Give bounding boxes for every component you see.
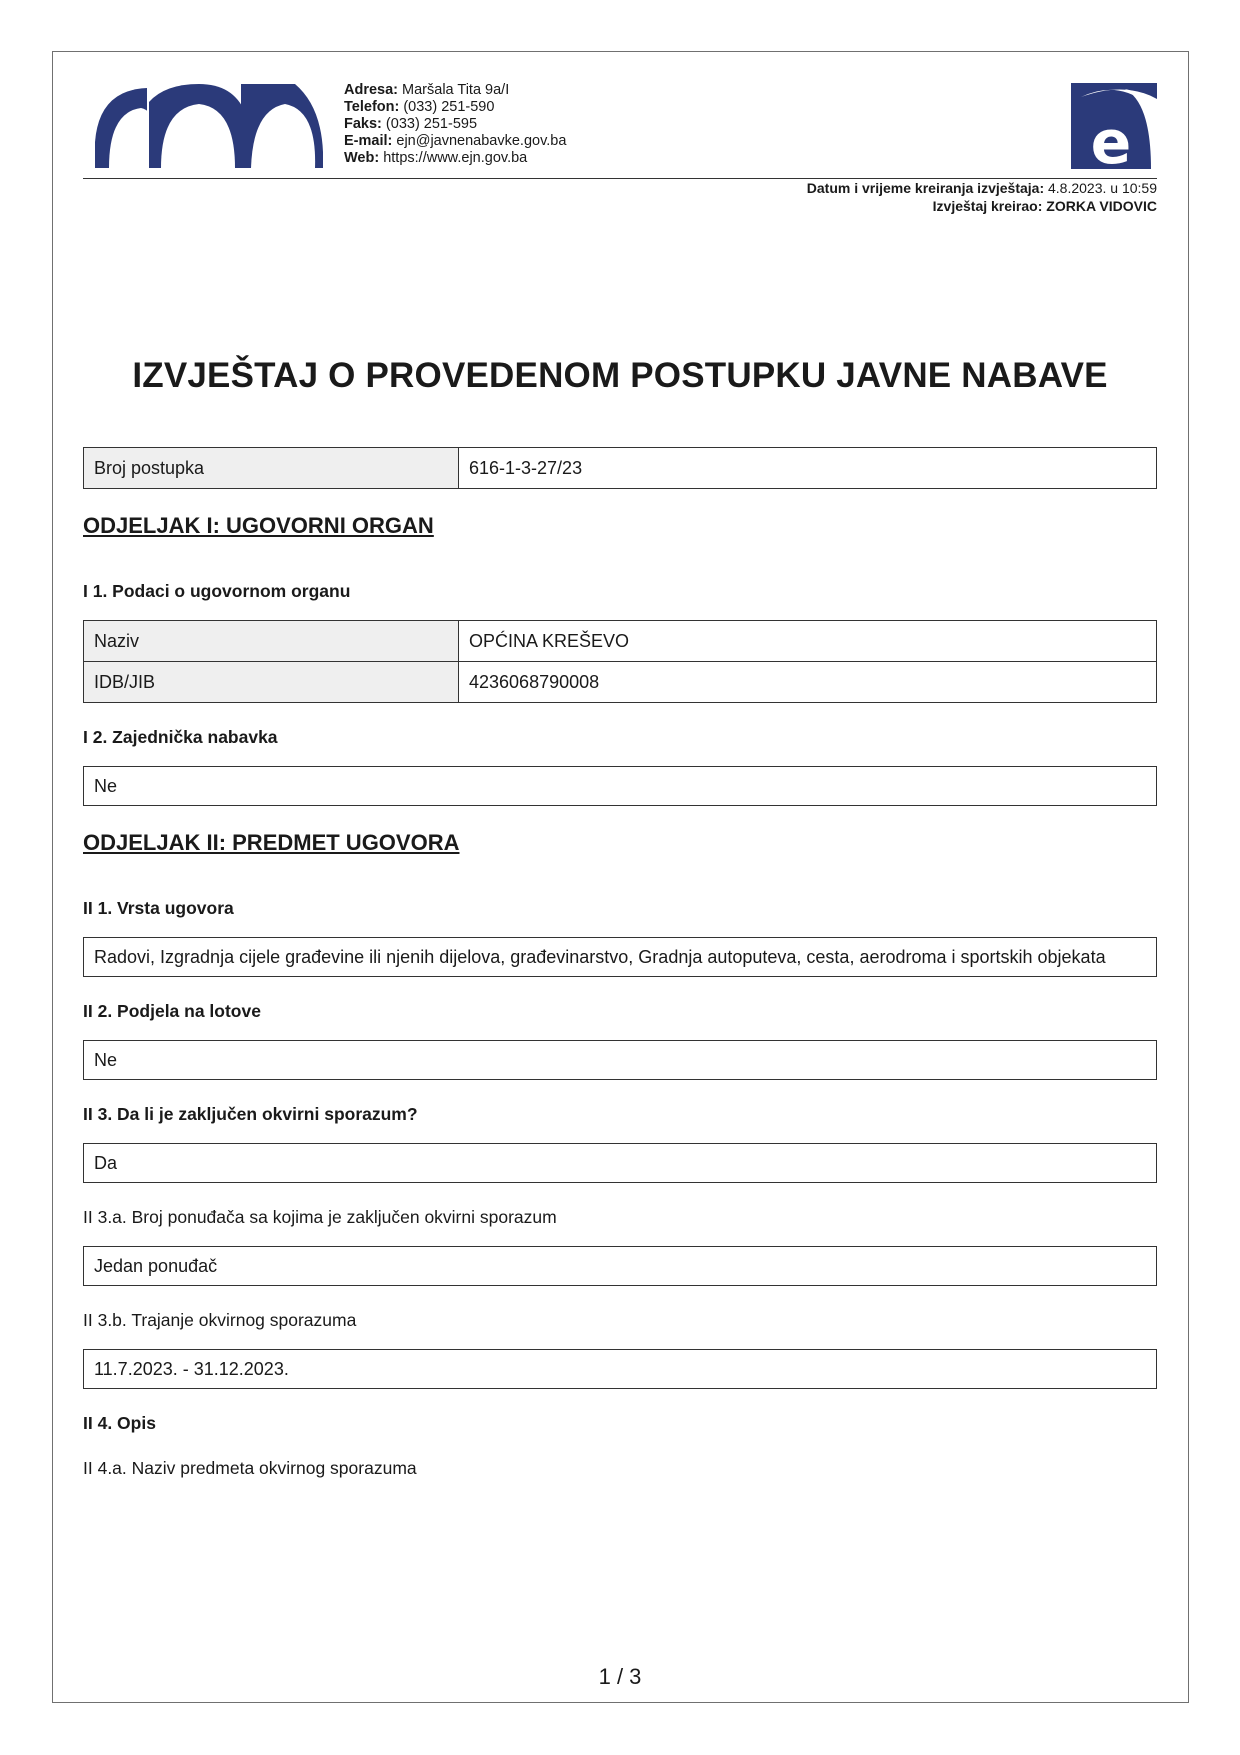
table-row: [84, 448, 1157, 489]
ii3a-label: II 3.a. Broj ponuđača sa kojima je zaključen okvirni sporazum: [83, 1207, 557, 1227]
created-by: Izvještaj kreirao: ZORKA VIDOVIC: [932, 198, 1157, 214]
contact-phone: Telefon: (033) 251-590: [344, 99, 495, 115]
ii3b-label: II 3.b. Trajanje okvirnog sporazuma: [83, 1310, 357, 1330]
contact-block: [344, 82, 566, 167]
section-2-heading: ODJELJAK II: PREDMET UGOVORA: [83, 830, 460, 855]
contact-web: Web: https://www.ejn.gov.ba: [344, 150, 528, 166]
framework-agreement-value: Da: [83, 1143, 1157, 1183]
contract-type-value: Radovi, Izgradnja cijele građevine ili njenih dijelova, građevinarstvo, Gradnja autoputeva, cesta, aerodroma i sportskih objekata: [83, 937, 1157, 977]
ejn-logo-left: [95, 82, 323, 168]
ejn-logo-right: [1071, 83, 1157, 169]
procedure-label: Broj postupka: [84, 448, 459, 489]
contact-fax: Faks: (033) 251-595: [344, 116, 478, 132]
bidders-count-value: Jedan ponuđač: [83, 1246, 1157, 1286]
table-row: [84, 662, 1157, 703]
report-content: [83, 447, 1157, 1479]
i1-heading: I 1. Podaci o ugovornom organu: [83, 581, 351, 601]
table-row: [84, 621, 1157, 662]
document-title: IZVJEŠTAJ O PROVEDENOM POSTUPKU JAVNE NABAVE: [132, 356, 1108, 395]
ii4a-label: II 4.a. Naziv predmeta okvirnog sporazuma: [83, 1458, 417, 1478]
page-number: 1 / 3: [598, 1664, 642, 1689]
ii1-heading: II 1. Vrsta ugovora: [83, 898, 234, 918]
ii4-heading: II 4. Opis: [83, 1413, 156, 1433]
section-1-heading: ODJELJAK I: UGOVORNI ORGAN: [83, 513, 434, 538]
contact-address: Adresa: Maršala Tita 9a/I: [344, 82, 510, 98]
contracting-authority-table: [83, 620, 1157, 703]
ii2-heading: II 2. Podjela na lotove: [83, 1001, 261, 1021]
procedure-number: 616-1-3-27/23: [459, 448, 1157, 489]
framework-duration-value: 11.7.2023. - 31.12.2023.: [83, 1349, 1157, 1389]
joint-procurement-value: Ne: [83, 766, 1157, 806]
contact-email: E-mail: ejn@javnenabavke.gov.ba: [344, 133, 567, 149]
procedure-table: [83, 447, 1157, 489]
report-meta: [807, 179, 1157, 215]
authority-id-value: 4236068790008: [459, 662, 1157, 703]
i2-heading: I 2. Zajednička nabavka: [83, 727, 278, 747]
authority-id-label: IDB/JIB: [84, 662, 459, 703]
svg-text:e: e: [1090, 108, 1132, 169]
created-datetime: Datum i vrijeme kreiranja izvještaja: 4.8.2023. u 10:59: [806, 180, 1157, 196]
authority-name-value: OPĆINA KREŠEVO: [459, 621, 1157, 662]
ii3-heading: II 3. Da li je zaključen okvirni sporazum?: [83, 1104, 418, 1124]
authority-name-label: Naziv: [84, 621, 459, 662]
lots-value: Ne: [83, 1040, 1157, 1080]
